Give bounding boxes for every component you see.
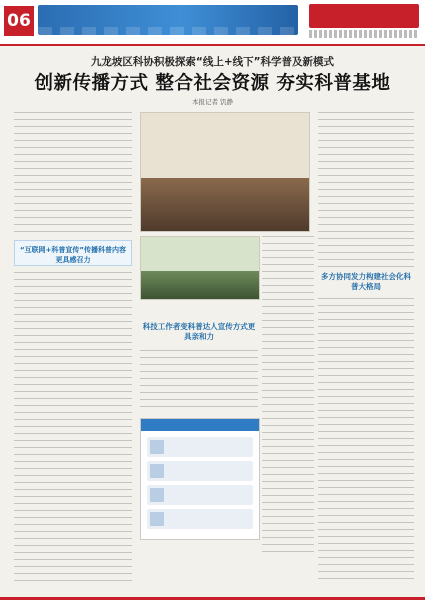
photo-caption-middle xyxy=(142,300,256,324)
body-column-1 xyxy=(14,112,132,232)
article-photo-middle xyxy=(140,236,260,300)
masthead-date-info xyxy=(309,30,419,38)
article-headline: 创新传播方式 整合社会资源 夯实科普基地 xyxy=(34,73,391,94)
body-column-4 xyxy=(318,112,414,268)
body-column-4b xyxy=(318,298,414,584)
masthead xyxy=(0,0,425,46)
body-column-3 xyxy=(262,236,314,552)
article-photo-top xyxy=(140,112,310,232)
tablet-screenshot xyxy=(140,418,260,540)
tablet-caption xyxy=(140,542,258,552)
section-banner xyxy=(38,5,298,35)
body-column-2 xyxy=(140,350,258,410)
subhead-base: 多方协同发力构建社会化科普大格局 xyxy=(321,272,411,291)
article-byline: 本报记者 饥静 xyxy=(191,98,234,106)
page-number: 06 xyxy=(4,6,34,36)
subhead-science-workers: 科技工作者变科普达人宣传方式更具亲和力 xyxy=(142,322,256,341)
body-column-1b xyxy=(14,272,132,584)
article-kicker: 九龙坡区科协积极探索“线上+线下”科学普及新模式 xyxy=(90,56,335,68)
subhead-online: “互联网+科普宣传”传播科普内容更具感召力 xyxy=(14,240,132,266)
newspaper-logo xyxy=(309,4,419,28)
